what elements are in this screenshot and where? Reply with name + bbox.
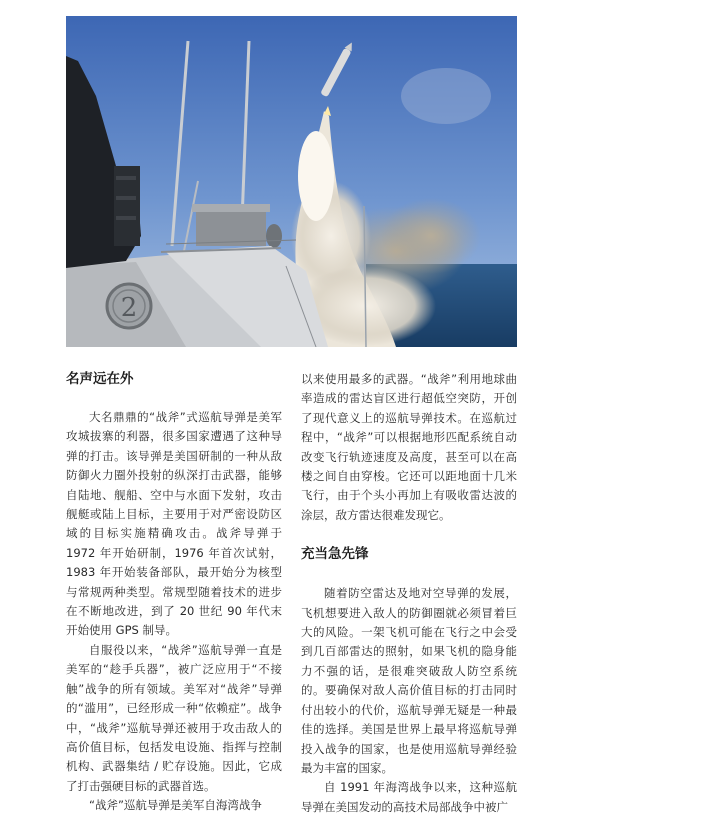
article-column-left	[66, 370, 282, 816]
hull-number: 2	[120, 293, 138, 323]
paragraph: 以来使用最多的武器。“战斧”利用地球曲率造成的雷达盲区进行超低空突防，开创了现代意义上的巡航导弹技术。在巡航过程中，“战斧”可以根据地形匹配系统自动改变飞行轨迹速度及高度，甚至可以在高楼之间自由穿梭。它还可以距地面十几米飞行，由于个头小再加上有吸收雷达波的涂层，敌方雷达很难发现它。	[301, 372, 517, 522]
article-column-right	[301, 370, 517, 817]
section-heading-2: 充当急先锋	[301, 546, 369, 563]
missile-launch-photo	[66, 16, 517, 347]
paragraph: 自 1991 年海湾战争以来，这种巡航导弹在美国发动的高技术局部战争中被广	[301, 780, 517, 814]
paragraph: 大名鼎鼎的“战斧”式巡航导弹是美军攻城拔寨的利器，很多国家遭遇了这种导弹的打击。该导弹是美国研制的一种从敌防御火力圈外投射的纵深打击武器，能够自陆地、舰船、空中与水面下发射，攻击舰艇或陆上目标，主要用于对严密设防区域的目标实施精确攻击。战斧导弹于 1972 年开始研制，1976 年首次试射，1983 年开始装备部队，最开始分为核型与常规两种类型。常规型随着技术的进步在不断地改进，到了 20 世纪 90 年代末开始使用 GPS 制导。	[66, 410, 282, 638]
paragraph: 自服役以来，“战斧”巡航导弹一直是美军的“趁手兵器”，被广泛应用于“不接触”战争的所有领域。美军对“战斧”导弹的“滥用”，已经形成一种“依赖症”。战争中，“战斧”巡航导弹还被用于攻击敌人的高价值目标，包括发电设施、指挥与控制机构、武器集结 / 贮存设施。因此，它成了打击强硬目标的武器首选。	[66, 642, 282, 793]
section-heading-1: 名声远在外	[66, 371, 134, 387]
paragraph: 随着防空雷达及地对空导弹的发展，飞机想要进入敌人的防御圈就必须冒着巨大的风险。一架飞机可能在飞行之中会受到几百部雷达的照射，如果飞机的隐身能力不强的话，是很难突破敌人防空系统的。要确保对敌人高价值目标的打击同时付出较小的代价，巡航导弹无疑是一种最佳的选择。美国是世界上最早将巡航导弹投入战争的国家，也是使用巡航导弹经验最为丰富的国家。	[301, 586, 517, 775]
paragraph: “战斧”巡航导弹是美军自海湾战争	[89, 798, 262, 813]
